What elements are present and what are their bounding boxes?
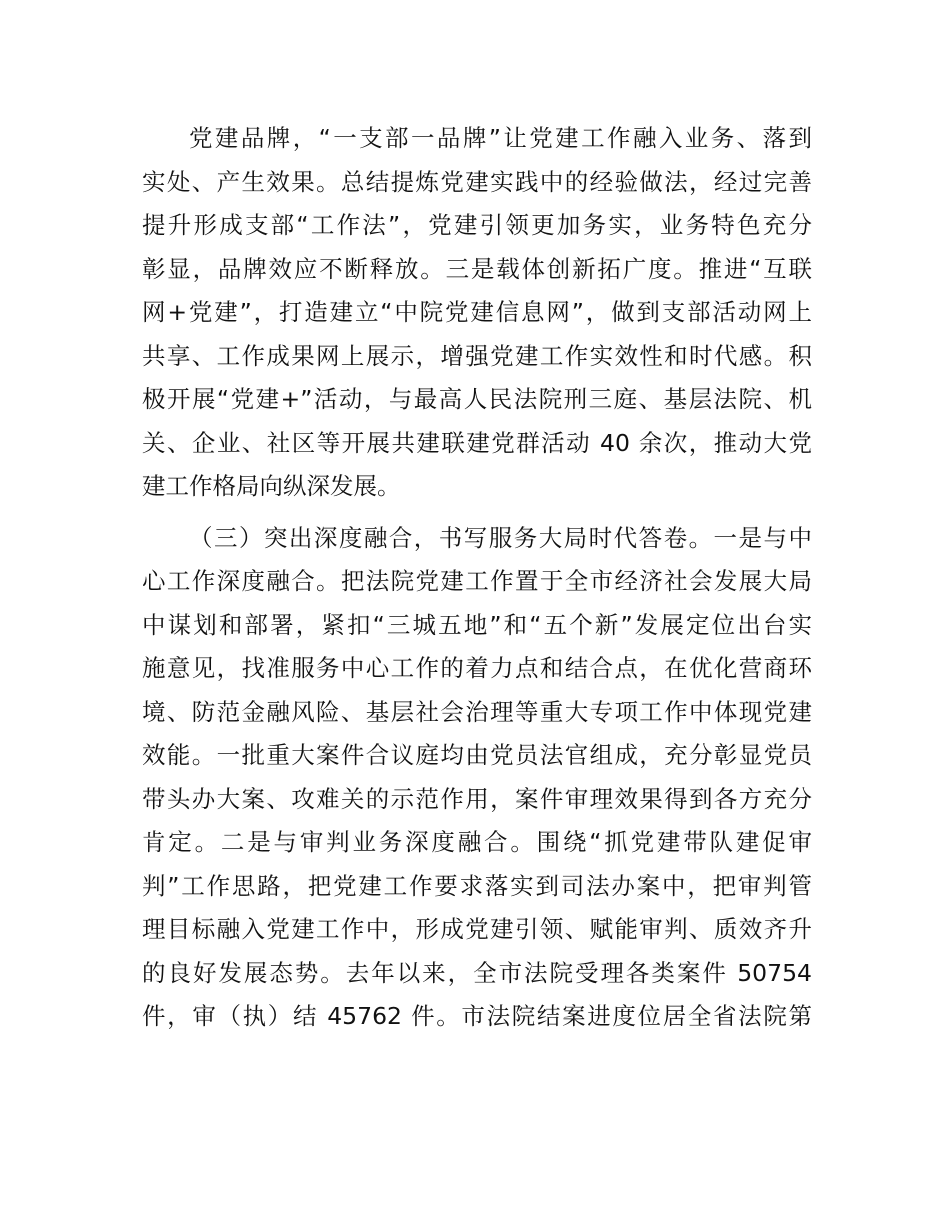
text-line: 中谋划和部署，紧扣“三城五地”和“五个新”发展定位出台实 [142, 610, 812, 639]
text-line: 效能。一批重大案件合议庭均由党员法官组成，充分彰显党员 [142, 741, 812, 769]
text-line: 彰显，品牌效应不断释放。三是载体创新拓广度。推进“互联 [142, 254, 812, 283]
paragraph-spacer [142, 509, 812, 517]
text-line: 的良好发展态势。去年以来，全市法院受理各类案件 50754 [142, 958, 812, 987]
text-line: 件，审（执）结 45762 件。市法院结案进度位居全省法院第 [142, 1002, 812, 1030]
text-line: 心工作深度融合。把法院党建工作置于全市经济社会发展大局 [142, 567, 812, 595]
text-line: 极开展“党建+”活动，与最高人民法院刑三庭、基层法院、机 [142, 385, 812, 413]
text-line: （三）突出深度融合，书写服务大局时代答卷。一是与中 [189, 523, 812, 552]
paragraph [142, 117, 812, 509]
text-line: 境、防范金融风险、基层社会治理等重大专项工作中体现党建 [142, 697, 812, 726]
text-line: 带头办大案、攻难关的示范作用，案件审理效果得到各方充分 [142, 784, 812, 813]
text-line: 实处、产生效果。总结提炼党建实践中的经验做法，经过完善 [142, 167, 812, 196]
document-body [142, 117, 812, 1039]
text-line: 肯定。二是与审判业务深度融合。围绕“抓党建带队建促审 [142, 828, 812, 856]
text-line: 关、企业、社区等开展共建联建党群活动 40 余次，推动大党 [142, 428, 812, 457]
paragraph [142, 517, 812, 1039]
text-line: 共享、工作成果网上展示，增强党建工作实效性和时代感。积 [142, 341, 812, 370]
text-line: 施意见，找准服务中心工作的着力点和结合点，在优化营商环 [142, 654, 812, 682]
text-line: 判”工作思路，把党建工作要求落实到司法办案中，把审判管 [142, 871, 812, 900]
text-line: 党建品牌，“一支部一品牌”让党建工作融入业务、落到 [189, 124, 812, 152]
text-line: 提升形成支部“工作法”，党建引领更加务实，业务特色充分 [142, 211, 812, 239]
text-line: 网+党建”，打造建立“中院党建信息网”，做到支部活动网上 [142, 298, 812, 326]
text-line: 建工作格局向纵深发展。 [142, 472, 401, 500]
text-line: 理目标融入党建工作中，形成党建引领、赋能审判、质效齐升 [142, 915, 812, 943]
